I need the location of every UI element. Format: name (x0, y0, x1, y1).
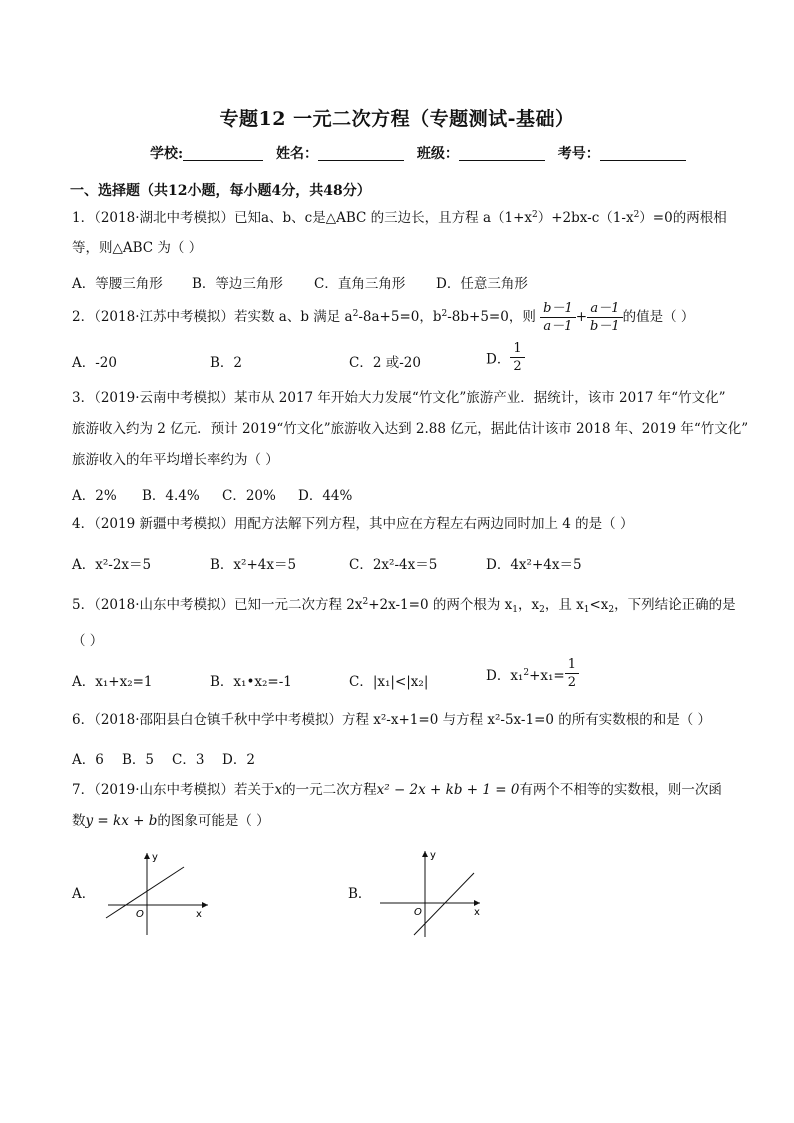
school-blank[interactable] (183, 146, 263, 161)
q5-option-b[interactable]: B．x₁•x₂=-1 (210, 674, 292, 690)
q4-option-c[interactable]: C．2x²-4x＝5 (349, 557, 438, 573)
q3-stem-line2: 旅游收入约为 2 亿元．预计 2019“竹文化”旅游收入达到 2.88 亿元，据此估计该市 2018 年、2019 年“竹文化” (72, 421, 749, 437)
q7-graph-b[interactable] (374, 845, 494, 940)
q5-stem-line2: （ ） (72, 633, 104, 649)
q6-option-d[interactable]: D．2 (222, 752, 255, 768)
name-blank[interactable] (318, 146, 404, 161)
page-title: 专题12 一元二次方程（专题测试-基础） (219, 108, 575, 130)
q4-stem: 4．（2019 新疆中考模拟）用配方法解下列方程，其中应在方程左右两边同时加上 4 的是（ ） (72, 516, 634, 532)
exam-no-blank[interactable] (600, 146, 686, 161)
q2-option-a[interactable]: A．-20 (72, 355, 117, 371)
q1-option-b[interactable]: B．等边三角形 (192, 276, 283, 292)
q2-option-c[interactable]: C．2 或-20 (349, 355, 421, 371)
exam-no-label: 考号： (557, 146, 600, 162)
q5-option-d-fraction: $\frac{1}{2}$ (565, 656, 579, 691)
graph-b-y-arrow (422, 851, 428, 857)
q6-option-a[interactable]: A．6 (72, 752, 104, 768)
q3-stem-line3: 旅游收入的年平均增长率约为（ ） (72, 452, 279, 468)
q5-option-d[interactable]: D．x₁$^2$+x₁= $\frac{1}{2}$ (486, 656, 579, 691)
q5-stem-line1: 5．（2018·山东中考模拟）已知一元二次方程 $2x^2+2x-1=0$ 的两个根为 $x_1$，$x_2$，且 $x_1<x_2$，下列结论正确的是 (72, 597, 736, 615)
q1-option-c[interactable]: C．直角三角形 (314, 276, 406, 292)
graph-a-x-arrow (202, 902, 208, 908)
q2-option-d-fraction: $\frac{1}{2}$ (510, 340, 524, 375)
q1-option-d[interactable]: D．任意三角形 (436, 276, 528, 292)
q7-function: y = kx + b (85, 813, 158, 829)
q6-option-c[interactable]: C．3 (172, 752, 205, 768)
graph-a-x-label: x (196, 909, 202, 920)
q7-equation: x² − 2x + kb + 1 = 0 (376, 782, 520, 798)
class-label: 班级： (416, 146, 459, 162)
q7-option-a[interactable]: A． (72, 886, 96, 902)
q1-stem-line1: 1．（2018·湖北中考模拟）已知a、b、c是△ABC 的三边长，且方程 $a(1+x^2)+2bx-c(1-x^2)=0$的两根相 (72, 210, 727, 226)
graph-b-y-label: y (430, 850, 436, 861)
q7-stem-line2: 数y = kx + b的图象可能是（ ） (72, 813, 270, 829)
graph-b-line (414, 873, 474, 935)
graph-a-y-arrow (144, 853, 150, 859)
q1-stem-line2: 等，则△ABC 为（ ） (72, 240, 203, 256)
q2-option-d[interactable]: D． $\frac{1}{2}$ (486, 340, 525, 375)
q3-option-b[interactable]: B．4.4% (142, 488, 200, 504)
q2-option-b[interactable]: B．2 (210, 355, 243, 371)
q4-option-a[interactable]: A．x²-2x＝5 (72, 557, 152, 573)
section-title: 一、选择题（共12小题，每小题4分，共48分） (70, 183, 371, 199)
school-label: 学校: (150, 146, 184, 162)
graph-b-x-label: x (474, 907, 480, 918)
q3-option-a[interactable]: A．2% (72, 488, 117, 504)
q3-stem-line1: 3．（2019·云南中考模拟）某市从 2017 年开始大力发展“竹文化”旅游产业．据统计，该市 2017 年“竹文化” (72, 390, 726, 406)
q2-fraction-1: $\frac{b-1}{a-1}$ (540, 300, 576, 335)
q2-fraction-2: $\frac{a-1}{b-1}$ (587, 300, 623, 335)
class-blank[interactable] (459, 146, 545, 161)
name-label: 姓名： (276, 146, 319, 162)
graph-b-origin-label: O (414, 907, 422, 918)
q7-graph-a[interactable] (100, 845, 220, 940)
graph-a-origin-label: O (136, 909, 144, 920)
graph-a-y-label: y (152, 852, 158, 863)
student-info-row (150, 143, 694, 163)
q1-option-a[interactable]: A．等腰三角形 (72, 276, 163, 292)
q3-option-d[interactable]: D．44% (298, 488, 353, 504)
q7-option-b[interactable]: B． (348, 886, 372, 902)
graph-a-line (106, 867, 184, 918)
q3-option-c[interactable]: C．20% (222, 488, 276, 504)
q5-option-a[interactable]: A．x₁+x₂=1 (72, 674, 153, 690)
q6-option-b[interactable]: B．5 (122, 752, 155, 768)
q4-option-d[interactable]: D．4x²+4x＝5 (486, 557, 582, 573)
q4-option-b[interactable]: B．x²+4x＝5 (210, 557, 297, 573)
q2-stem: 2．（2018·江苏中考模拟）若实数 a、b 满足 $a^2-8a+5=0$，$b^2-8b+5=0$，则 $\frac{b-1}{a-1}$ + $\frac{a-1}{b-1}$ 的值是（ ） (72, 301, 695, 334)
q5-option-c[interactable]: C．|x₁|<|x₂| (349, 674, 429, 690)
q7-stem-line1: 7．（2019·山东中考模拟）若关于x的一元二次方程x² − 2x + kb + 1 = 0有两个不相等的实数根，则一次函 (72, 782, 722, 798)
q6-stem: 6．（2018·邵阳县白仓镇千秋中学中考模拟）方程 x²-x+1=0 与方程 x²-5x-1=0 的所有实数根的和是（ ） (72, 712, 712, 728)
graph-b-x-arrow (474, 900, 480, 906)
